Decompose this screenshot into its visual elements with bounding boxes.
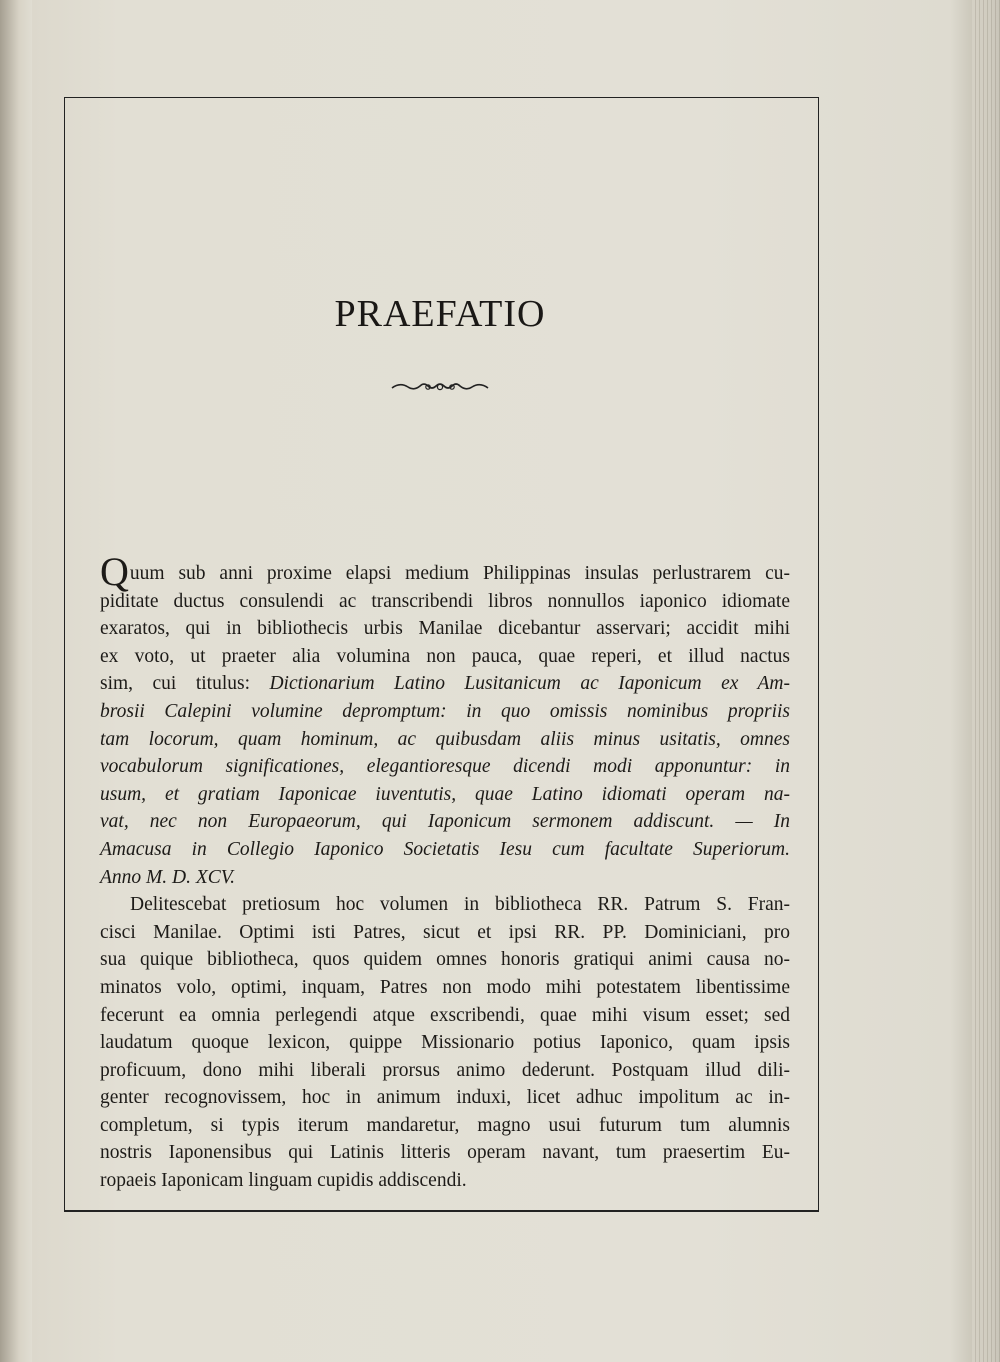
text-line [100,726,790,754]
text-segment: nostris Iaponensibus qui Latinis litteris operam navant, tum praesertim Eu- [100,1142,790,1164]
preface-body-text [100,549,790,1195]
italic-text: Anno M. D. XCV. [100,866,236,888]
text-line [100,781,790,809]
text-line [100,549,790,594]
text-segment: ropaeis Iaponicam linguam cupidis addiscendi. [100,1170,467,1192]
drop-cap: Q [100,549,129,594]
text-line [100,1002,790,1030]
italic-text: brosii Calepini volumine depromptum: in quo omissis nominibus propriis [100,700,790,722]
text-line [100,1112,790,1140]
text-segment: exaratos, qui in bibliothecis urbis Manilae dicebantur asservari; accidit mihi [100,618,790,640]
book-spine-shadow [0,0,32,1362]
text-segment: cisci Manilae. Optimi isti Patres, sicut et ipsi RR. PP. Dominiciani, pro [100,921,790,943]
text-segment: genter recognovissem, hoc in animum induxi, licet adhuc impolitum ac in- [100,1087,790,1109]
text-segment: minatos volo, optimi, inquam, Patres non modo mihi potestatem libentissime [100,976,790,998]
italic-text: tam locorum, quam hominum, ac quibusdam aliis minus usitatis, omnes [100,728,790,750]
scroll-ornament-icon [390,378,490,396]
text-line [100,919,790,947]
text-line [100,670,790,698]
page-title: PRAEFATIO [334,293,546,335]
text-segment: sua quique bibliotheca, quos quidem omnes honoris gratiqui animi causa no- [100,949,790,971]
italic-text: vat, nec non Europaeorum, qui Iaponicum sermonem addiscunt. — In [100,811,790,833]
text-line [100,588,790,616]
italic-text: Dictionarium Latino Lusitanicum ac Iaponicum ex Am- [269,673,790,695]
text-line [100,1029,790,1057]
text-segment: fecerunt ea omnia perlegendi atque exscribendi, quae mihi visum esset; sed [100,1004,790,1026]
text-line [100,643,790,671]
text-segment: proficuum, dono mihi liberali prorsus animo dederunt. Postquam illud dili- [100,1059,790,1081]
text-segment: completum, si typis iterum mandaretur, magno usui futurum tum alumnis [100,1114,790,1136]
paragraph [100,891,790,1195]
text-segment: piditate ductus consulendi ac transcribendi libros nonnullos iaponico idiomate [100,590,790,612]
text-line [100,1139,790,1167]
text-line [100,974,790,1002]
text-line [100,864,790,892]
text-line [100,808,790,836]
italic-text: Amacusa in Collegio Iaponico Societatis Iesu cum facultate Superiorum. [100,838,790,860]
page-stack-edge [972,0,1000,1362]
italic-text: vocabulorum significationes, elegantioresque dicendi modi apponuntur: in [100,756,790,778]
text-line [100,615,790,643]
paragraph [100,549,790,891]
text-line [100,698,790,726]
text-line [100,836,790,864]
text-line [100,946,790,974]
text-line [100,753,790,781]
text-line [100,1084,790,1112]
text-segment: Delitescebat pretiosum hoc volumen in bibliotheca RR. Patrum S. Fran- [130,894,790,916]
text-segment: sim, cui titulus: [100,673,270,695]
text-segment: ex voto, ut praeter alia volumina non pauca, quae reperi, et illud nactus [100,645,790,667]
text-segment: uum sub anni proxime elapsi medium Philippinas insulas perlustrarem cu- [129,563,790,584]
text-line [100,1167,790,1195]
text-line [100,1057,790,1085]
text-line [100,891,790,919]
text-segment: laudatum quoque lexicon, quippe Missionario potius Iaponico, quam ipsis [100,1032,790,1054]
italic-text: usum, et gratiam Iaponicae iuventutis, quae Latino idiomati operam na- [100,783,790,805]
